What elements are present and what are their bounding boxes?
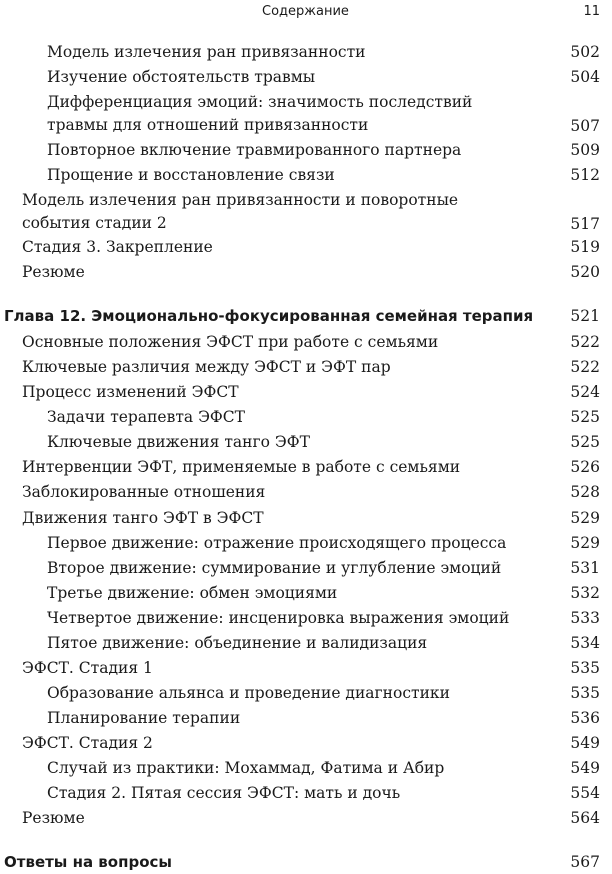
toc-entry-title bbox=[22, 189, 458, 235]
toc-entry-page: 512 bbox=[570, 166, 600, 184]
toc-entry-page: 549 bbox=[570, 734, 600, 752]
page-number: 11 bbox=[583, 4, 600, 19]
toc-entry-title: Резюме bbox=[22, 809, 85, 827]
toc-entry-page: 529 bbox=[570, 534, 600, 552]
toc-entry-page: 525 bbox=[570, 433, 600, 451]
toc-entry-title: Ключевые движения танго ЭФТ bbox=[47, 433, 310, 451]
toc-entry-title: Модель излечения ран привязанности bbox=[47, 43, 366, 61]
toc-entry-page: 519 bbox=[570, 238, 600, 256]
toc-entry-page: 524 bbox=[570, 383, 600, 401]
toc-entry-page: 554 bbox=[570, 784, 600, 802]
toc-entry-title: Стадия 2. Пятая сессия ЭФСТ: мать и дочь bbox=[47, 784, 401, 802]
toc-entry-page: 533 bbox=[570, 609, 600, 627]
toc-entry-title: Процесс изменений ЭФСТ bbox=[22, 383, 239, 401]
toc-entry-page: 525 bbox=[570, 408, 600, 426]
toc-entry-title: Интервенции ЭФТ, применяемые в работе с семьями bbox=[22, 458, 461, 476]
running-header bbox=[0, 4, 612, 22]
toc-entry-title: Третье движение: обмен эмоциями bbox=[47, 584, 338, 602]
toc-entry-title: Глава 12. Эмоционально-фокусированная семейная терапия bbox=[4, 307, 534, 325]
toc-entry-title bbox=[47, 91, 472, 137]
toc-entry-page: 531 bbox=[570, 559, 600, 577]
toc-entry-title-line: травмы для отношений привязанности bbox=[47, 116, 369, 134]
toc-entry-title: Изучение обстоятельств травмы bbox=[47, 68, 316, 86]
toc-entry-page: 532 bbox=[570, 584, 600, 602]
toc-entry-page: 526 bbox=[570, 458, 600, 476]
toc-entry-page: 517 bbox=[570, 215, 600, 233]
running-title: Содержание bbox=[262, 4, 349, 19]
toc-entry-page: 522 bbox=[570, 358, 600, 376]
toc-entry-title: Пятое движение: объединение и валидизация bbox=[47, 634, 428, 652]
toc-entry-page: 502 bbox=[570, 43, 600, 61]
toc-entry-title: Движения танго ЭФТ в ЭФСТ bbox=[22, 509, 264, 527]
toc-entry-title-line: Модель излечения ран привязанности и поворотные bbox=[22, 191, 459, 209]
toc-entry-title: ЭФСТ. Стадия 1 bbox=[22, 659, 153, 677]
toc-entry-title: Случай из практики: Мохаммад, Фатима и Абир bbox=[47, 759, 445, 777]
toc-entry-title: Стадия 3. Закрепление bbox=[22, 238, 213, 256]
toc-entry-title: Ответы на вопросы bbox=[4, 853, 172, 871]
toc-entry-title-line: Дифференциация эмоций: значимость последствий bbox=[47, 93, 473, 111]
toc-entry-title: Прощение и восстановление связи bbox=[47, 166, 335, 184]
toc-entry-title: Основные положения ЭФСТ при работе с семьями bbox=[22, 333, 439, 351]
toc-entry-title: Второе движение: суммирование и углубление эмоций bbox=[47, 559, 502, 577]
toc-entry-page: 534 bbox=[570, 634, 600, 652]
toc-entry-page: 535 bbox=[570, 659, 600, 677]
toc-entry-page: 509 bbox=[570, 141, 600, 159]
toc-entry-page: 567 bbox=[570, 853, 600, 871]
toc-entry-page: 522 bbox=[570, 333, 600, 351]
toc-entry-page: 549 bbox=[570, 759, 600, 777]
toc-entry-title: ЭФСТ. Стадия 2 bbox=[22, 734, 153, 752]
toc-entry-title: Повторное включение травмированного партнера bbox=[47, 141, 462, 159]
toc-entry-title: Первое движение: отражение происходящего процесса bbox=[47, 534, 507, 552]
toc-entry-title-line: события стадии 2 bbox=[22, 214, 167, 232]
toc-entry-page: 529 bbox=[570, 509, 600, 527]
toc-entry-title: Образование альянса и проведение диагностики bbox=[47, 684, 450, 702]
toc-entry-title: Резюме bbox=[22, 263, 85, 281]
toc-entry-page: 528 bbox=[570, 483, 600, 501]
toc-entry-page: 536 bbox=[570, 709, 600, 727]
toc-entry-page: 535 bbox=[570, 684, 600, 702]
toc-entry-title: Задачи терапевта ЭФСТ bbox=[47, 408, 245, 426]
toc-entry-page: 521 bbox=[570, 307, 600, 325]
toc-entry-title: Ключевые различия между ЭФСТ и ЭФТ пар bbox=[22, 358, 391, 376]
toc-entry-page: 507 bbox=[570, 117, 600, 135]
toc-entry-title: Планирование терапии bbox=[47, 709, 241, 727]
toc-entry-page: 504 bbox=[570, 68, 600, 86]
toc-entry-title: Четвертое движение: инсценировка выражения эмоций bbox=[47, 609, 510, 627]
toc-entry-page: 520 bbox=[570, 263, 600, 281]
toc-entry-title: Заблокированные отношения bbox=[22, 483, 266, 501]
toc-entry-page: 564 bbox=[570, 809, 600, 827]
